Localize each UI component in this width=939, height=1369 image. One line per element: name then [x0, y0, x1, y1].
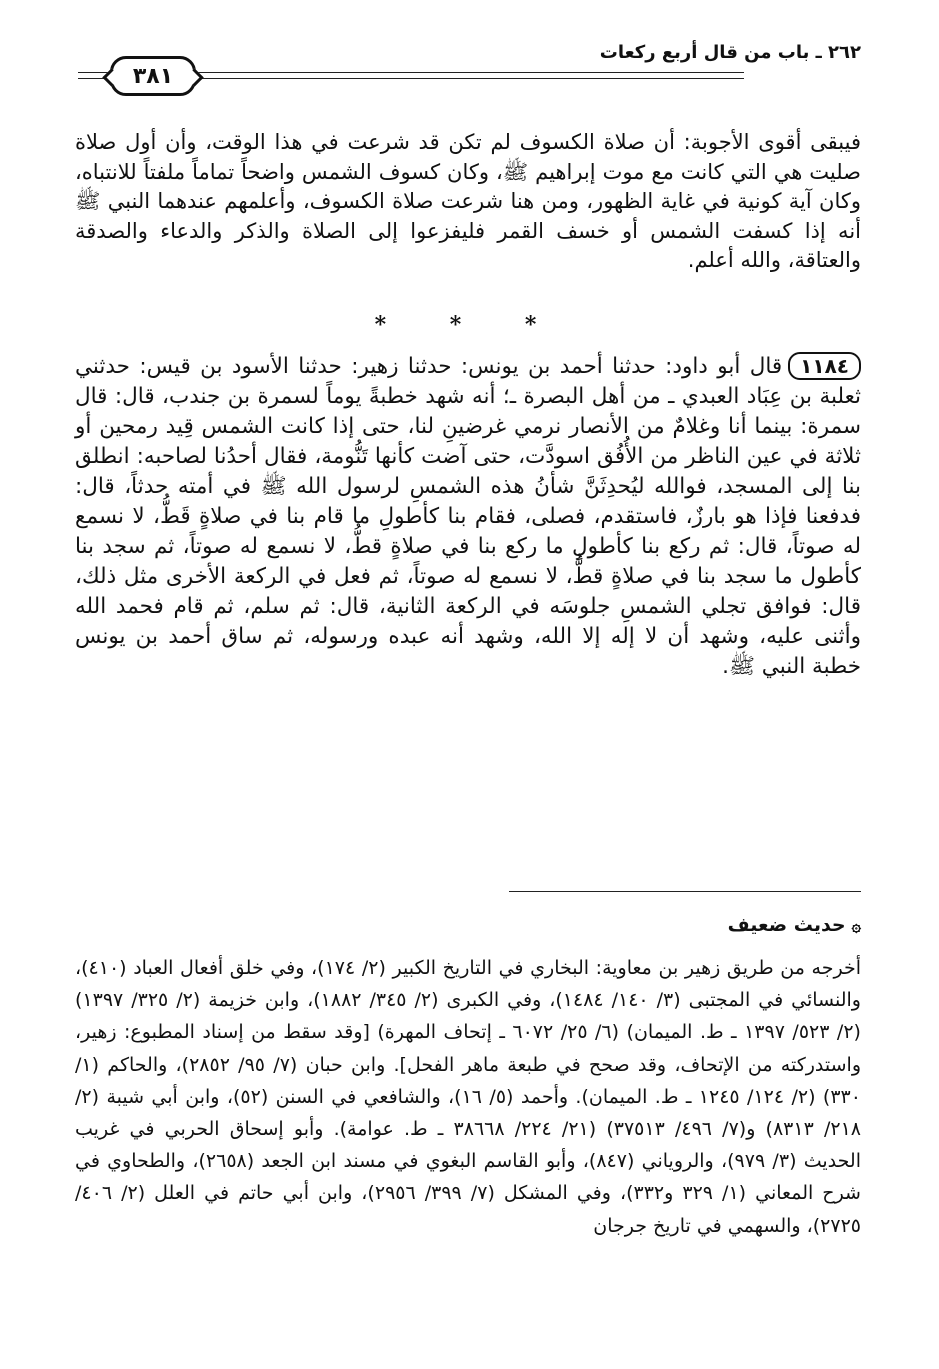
hadith-number-badge: ١١٨٤	[788, 352, 861, 380]
grade-label: حديث ضعيف	[727, 914, 846, 936]
commentary-paragraph: فيبقى أقوى الأجوبة: أن صلاة الكسوف لم تكن قد شرعت في هذا الوقت، وأن أول صلاة صليت هي التي كانت مع موت إبراهيم ﷺ، وكان كسوف الشمس واضحاً تماماً ملفتاً للانتباه، وكان آية كونية في غاية الظهور، ومن هنا شرعت صلاة الكسوف، وأعلمهم عندهما النبي ﷺ أنه إذا كسفت الشمس أو خسف القمر فليفزعوا إلى الصلاة والذكر والدعاء والصدقة والعتاقة، والله أعلم.	[75, 130, 861, 272]
header-rule-left	[78, 72, 108, 73]
footnote-text: أخرجه من طريق زهير بن معاوية: البخاري في التاريخ الكبير (٢/ ١٧٤)، وفي خلق أفعال العباد (٤١٠)، والنسائي في المجتبى (٣/ ١٤٠/ ١٤٨٤)، وفي الكبرى (٢/ ٣٤٥/ ١٨٨٢)، وابن خزيمة (٢/ ٣٢٥/ ١٣٩٧) (٢/ ٥٢٣/ ١٣٩٧ ـ ط. الميمان) (٦/ ٢٥/ ٦٠٧٢ ـ إتحاف المهرة) [وقد سقط من إسناد المطبوع: زهير، واستدركته من الإتحاف، وقد صحح في طبعة ماهر الفحل]. وابن حبان (٧/ ٩٥/ ٢٨٥٢)، والحاكم (١/ ٣٣٠) (٢/ ١٢٤/ ١٢٤٥ ـ ط. الميمان). وأحمد (٥/ ١٦)، والشافعي في السنن (٥٢)، وابن أبي شيبة (٢/ ٢١٨/ ٨٣١٣) و(٧/ ٤٩٦/ ٣٧٥١٣) (٢١/ ٢٢٤/ ٣٨٦٦٨ ـ ط. عوامة). وأبو إسحاق الحربي في غريب الحديث (٣/ ٩٧٩)، والروياني (٨٤٧)، وأبو القاسم البغوي في مسند ابن الجعد (٢٦٥٨)، والطحاوي في شرح المعاني (١/ ٣٢٩ و٣٣٢)، وفي المشكل (٧/ ٣٩٩/ ٢٩٥٦)، وابن أبي حاتم في العلل (٢/ ٤٠٦/ ٢٧٢٥)، والسهمي في تاريخ جرجان	[75, 957, 861, 1237]
section-separator: * * *	[374, 312, 565, 338]
footnote-divider	[509, 891, 861, 892]
grade-ornament-icon: ۞	[851, 916, 861, 935]
page-number-badge: ٣٨١	[110, 56, 196, 96]
hadith-grade	[728, 914, 861, 936]
hadith-text: قال أبو داود: حدثنا أحمد بن يونس: حدثنا زهير: حدثنا الأسود بن قيس: حدثني ثعلبة بن عِبَاد العبدي ـ من أهل البصرة ـ؛ أنه شهد خطبةً يوماً لسمرة بن جندب، قال: قال سمرة: بينما أنا وغلامٌ من الأنصار نرمي غرضينِ لنا، حتى إذا كانت الشمس قِيد رمحين أو ثلاثة في عين الناظر من الأُفُق اسودَّت، حتى آضت كأنها تَنُّومة، فقال أحدُنا لصاحبه: انطلق بنا إلى المسجد، فوالله ليُحدِثَنَّ شأنُ هذه الشمسِ لرسول الله ﷺ في أمته حدثاً، قال: فدفعنا فإذا هو بارزٌ، فاستقدم، فصلى، فقام بنا كأطولِ ما قام بنا في صلاةٍ قَطُّ، لا نسمع له صوتاً، قال: ثم ركع بنا كأطولِ ما ركع بنا في صلاةٍ قطُّ، لا نسمع له صوتاً، ثم سجد بنا كأطول ما سجد بنا في صلاةٍ قطُّ، لا نسمع له صوتاً، ثم فعل في الركعة الأخرى مثل ذلك، قال: فوافق تجلي الشمسِ جلوسَه في الركعة الثانية، قال: ثم سلم، ثم قام فحمد الله وأثنى عليه، وشهد أن لا إله إلا الله، وشهد أنه عبده ورسوله، ثم ساق أحمد بن يونس خطبة النبي ﷺ.	[75, 354, 861, 679]
hadith-paragraph	[75, 352, 861, 682]
running-title: ٢٦٢ ـ باب من قال أربع ركعات	[599, 42, 861, 63]
